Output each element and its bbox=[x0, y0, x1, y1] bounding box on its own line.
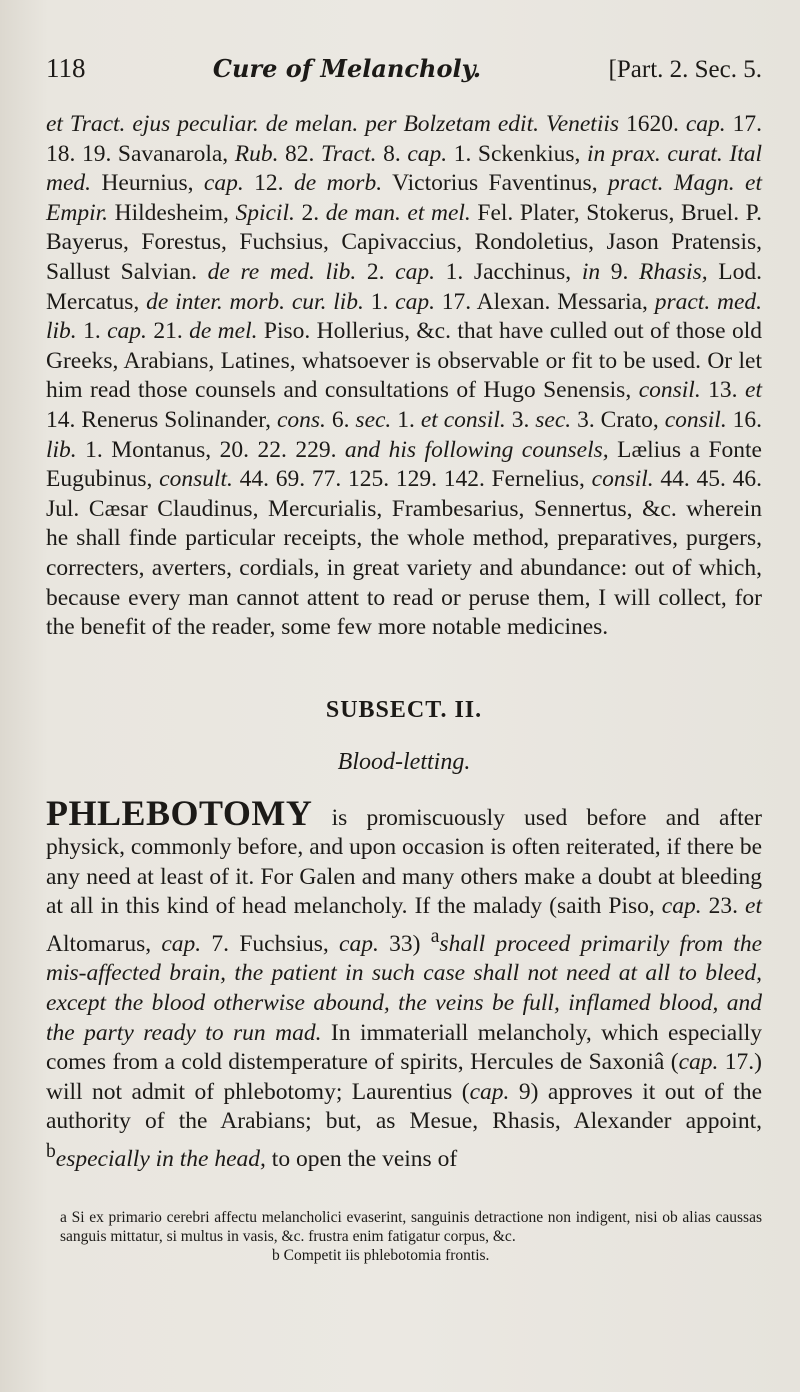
paragraph-references bbox=[46, 110, 762, 643]
paragraph-1: et Tract. ejus peculiar. de melan. per Bolzetam edit. Venetiis 1620. cap. 17. 18. 19. Savanarola, Rub. 82. Tract. 8. cap. 1. Sckenkius, in prax. curat. Ital med. Heurnius, cap. 12. de morb. Victorius Faventinus, pract. Magn. et Empir. Hildesheim, Spicil. 2. de man. et mel. Fel. Plater, Stokerus, Bruel. P. Bayerus, Forestus, Fuchsius, Capivaccius, Rondoletius, Jason Pratensis, Sallust Salvian. de re med. lib. 2. cap. 1. Jacchinus, in 9. Rhasis, Lod. Mercatus, de inter. morb. cur. lib. 1. cap. 17. Alexan. Messaria, pract. med. lib. 1. cap. 21. de mel. Piso. Hollerius, &c. that have culled out of those old Greeks, Arabians, Latines, whatsoever is observable or fit to be used. Or let him read those counsels and consultations of Hugo Senensis, consil. 13. et 14. Renerus Solinander, cons. 6. sec. 1. et consil. 3. sec. 3. Crato, consil. 16. lib. 1. Montanus, 20. 22. 229. and his following counsels, Lælius a Fonte Eugubinus, consult. 44. 69. 77. 125. 129. 142. Fernelius, consil. 44. 45. 46. Jul. Cæsar Claudinus, Mercurialis, Frambesarius, Sennertus, &c. wherein he shall finde particular receipts, the whole method, preparatives, purgers, correcters, averters, cordials, in great variety and abundance: out of which, because every man cannot attent to read or peruse them, I will collect, for the benefit of the reader, some few more notable medicines. bbox=[46, 111, 763, 641]
paragraph-2 bbox=[46, 792, 763, 1175]
footnotes bbox=[46, 1208, 762, 1265]
paragraph-2-text: is promiscuously used before and after physick, commonly before, and upon occasion is often reiterated, if there be any need at least of it. For Galen and many others make a doubt at bleeding at all in this kind of head melancholy. If the malady (saith Piso, cap. 23. et Altomarus, cap. 7. Fuchsius, cap. 33) $^a$shall proceed primarily from the mis-affected brain, the patient in such case shall not need at all to bleed, except the blood otherwise abound, the veins be full, inflamed blood, and the party ready to run mad. In immateriall melancholy, which especially comes from a cold distemperature of spirits, Hercules de Saxoniâ (cap. 17.) will not admit of phlebotomy; Laurentius (cap. 9) approves it out of the authority of the Arabians; but, as Mesue, Rhasis, Alexander appoint, $^b$especially in the head, to open the veins of bbox=[46, 804, 763, 1172]
dropcap-word: PHLEBOTOMY bbox=[46, 792, 313, 833]
subsection-subtitle: Blood-letting. bbox=[337, 748, 471, 775]
subsection-heading: SUBSECT. II. bbox=[325, 696, 483, 723]
page-number: 118 bbox=[46, 53, 86, 83]
footnote-a: a Si ex primario cerebri affectu melancholici evaserint, sanguinis detractione non indigent, nisi ob alias caussas sanguis mittatur, si multus in vasis, &c. frustra enim fatigatur corpus, &c. bbox=[60, 1209, 762, 1246]
section-reference: [Part. 2. Sec. 5. bbox=[608, 56, 762, 83]
paragraph-bloodletting bbox=[46, 792, 763, 1175]
footnote-b: b Competit iis phlebotomia frontis. bbox=[272, 1247, 490, 1265]
running-title: Cure of Melancholy. bbox=[212, 54, 482, 83]
running-head bbox=[46, 48, 762, 90]
